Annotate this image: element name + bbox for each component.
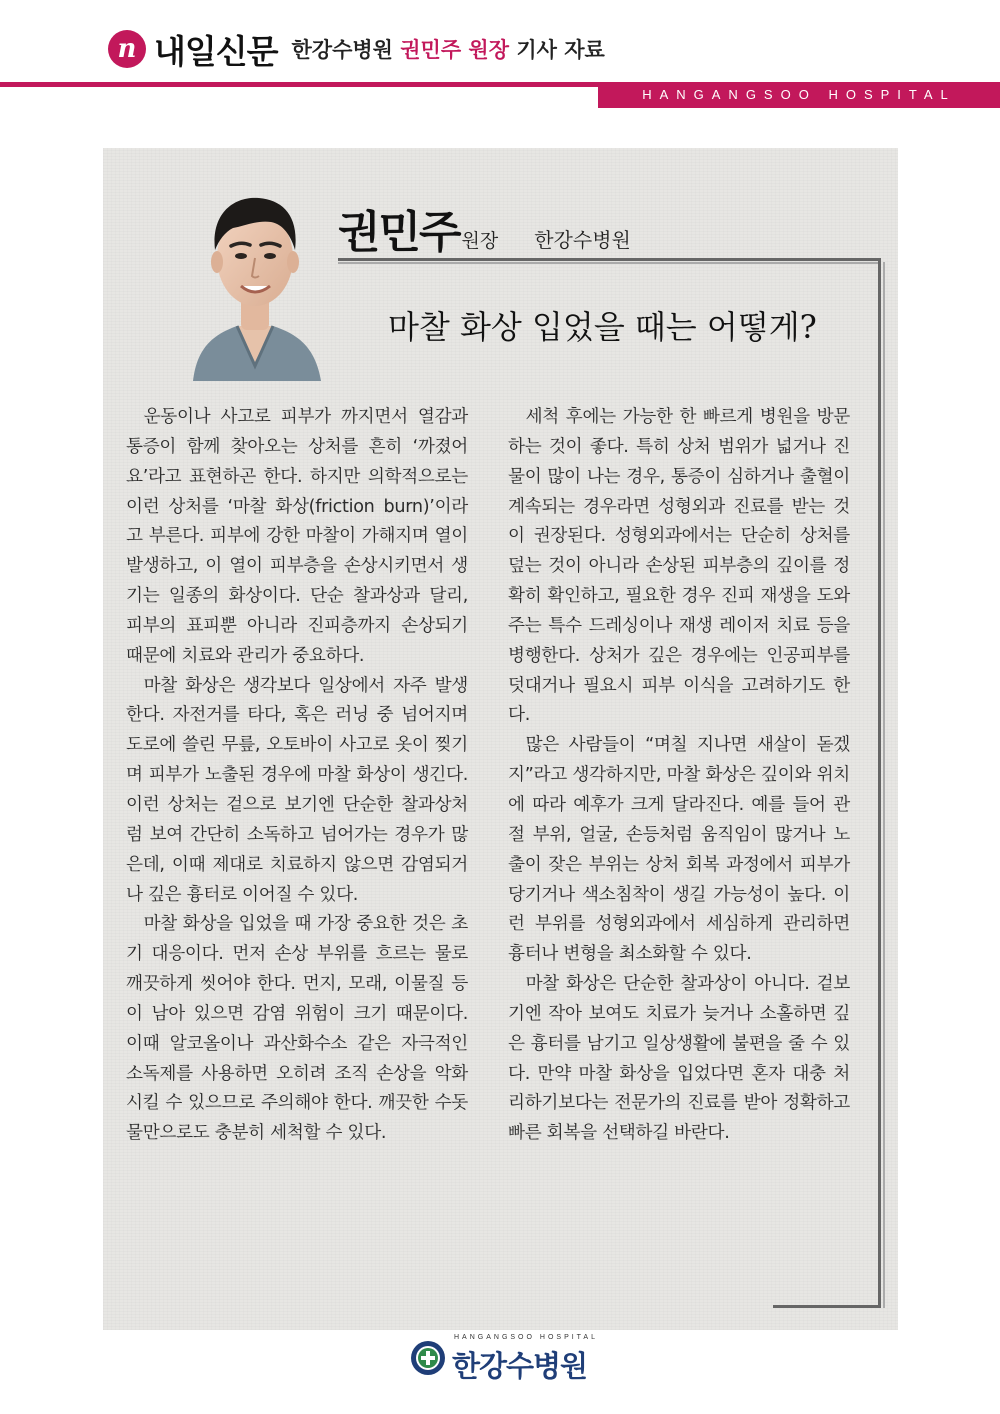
paragraph: 운동이나 사고로 피부가 까지면서 열감과 통증이 함께 찾아오는 상처를 흔히 ‘까졌어요’라고 표현하곤 한다. 하지만 의학적으로는 이런 상처를 ‘마찰 화상(friction burn)’이라고 부른다. 피부에 강한 마찰이 가해지며 열이 발생하고, 이 열이 피부층을 손상시키면서 생기는 일종의 화상이다. 단순 찰과상과 달리, 피부의 표피뿐 아니라 진피층까지 손상되기 때문에 치료와 관리가 중요하다. — [126, 407, 468, 666]
hospital-emblem-icon — [410, 1340, 446, 1376]
brand-row — [108, 22, 605, 76]
page-header — [0, 0, 1000, 110]
author-role: 원장 — [461, 230, 499, 252]
subtitle-author: 권민주 원장 — [400, 38, 510, 62]
paragraph: 세척 후에는 가능한 한 빠르게 병원을 방문하는 것이 좋다. 특히 상처 범위가 넓거나 진물이 많이 나는 경우, 통증이 심하거나 출혈이 계속되는 경우라면 성형외과 진료를 받는 것이 권장된다. 성형외과에서는 단순히 상처를 덮는 것이 아니라 손상된 피부층의 깊이를 정확히 확인하고, 필요한 경우 진피 재생을 도와주는 특수 드레싱이나 재생 레이저 치료 등을 병행한다. 상처가 깊은 경우에는 인공피부를 덧대거나 필요시 피부 이식을 고려하기도 한다. — [508, 407, 850, 726]
newspaper-logo-icon: n — [108, 30, 146, 68]
frame-border-top-shadow — [338, 262, 881, 264]
author-hospital: 한강수병원 — [534, 228, 631, 252]
article-clipping — [103, 148, 898, 1330]
paragraph: 마찰 화상은 단순한 찰과상이 아니다. 겉보기엔 작아 보여도 치료가 늦거나 소홀하면 깊은 흉터를 남기고 일상생활에 불편을 줄 수 있다. 만약 마찰 화상을 입었다면 혼자 대충 처리하기보다는 전문가의 진료를 받아 정확하고 빠른 회복을 선택하길 바란다. — [508, 974, 850, 1144]
subtitle-suffix: 기사 자료 — [516, 38, 605, 62]
frame-border-right-shadow — [883, 262, 885, 1308]
author-portrait — [175, 166, 335, 381]
author-name: 권민주 — [338, 207, 460, 258]
article-column-right — [508, 403, 850, 1149]
frame-border-bottom — [773, 1305, 881, 1308]
header-tab: HANGANGSOO HOSPITAL — [598, 82, 1000, 108]
subtitle-hospital: 한강수병원 — [291, 38, 393, 62]
paragraph: 많은 사람들이 “며칠 지나면 새살이 돋겠지”라고 생각하지만, 마찰 화상은 깊이와 위치에 따라 예후가 크게 달라진다. 예를 들어 관절 부위, 얼굴, 손등처럼 움직임이 많거나 노출이 잦은 부위는 상처 회복 과정에서 피부가 당기거나 색소침착이 생길 가능성이 높다. 이런 부위를 성형외과에서 세심하게 관리하면 흉터나 변형을 최소화할 수 있다. — [508, 735, 850, 965]
paragraph: 마찰 화상을 입었을 때 가장 중요한 것은 초기 대응이다. 먼저 손상 부위를 흐르는 물로 깨끗하게 씻어야 한다. 먼지, 모래, 이물질 등이 남아 있으면 감염 위험이 크기 때문이다. 이때 알코올이나 과산화수소 같은 자극적인 소독제를 사용하면 오히려 조직 손상을 악화시킬 수 있으므로 주의해야 한다. 깨끗한 수돗물만으로도 충분히 세척할 수 있다. — [126, 914, 468, 1144]
footer-english-name: HANGANGSOO HOSPITAL — [454, 1334, 598, 1341]
frame-border-right — [878, 258, 881, 1308]
author-byline — [338, 196, 631, 260]
header-subtitle — [292, 34, 605, 64]
paragraph: 마찰 화상은 생각보다 일상에서 자주 발생한다. 자전거를 타다, 혹은 러닝 중 넘어지며 도로에 쓸린 무릎, 오토바이 사고로 옷이 찢기며 피부가 노출된 경우에 마찰 화상이 생긴다. 이런 상처는 겉으로 보기엔 단순한 찰과상처럼 보여 간단히 소독하고 넘어가는 경우가 많은데, 이때 제대로 치료하지 않으면 감염되거나 깊은 흉터로 이어질 수 있다. — [126, 675, 468, 905]
footer-korean-name: 한강수병원 — [452, 1349, 588, 1383]
newspaper-name: 내일신문 — [154, 31, 278, 71]
article-column-left — [126, 403, 468, 1149]
hospital-footer-logo — [410, 1332, 610, 1392]
article-headline: 마찰 화상 입었을 때는 어떻게? — [388, 308, 817, 346]
